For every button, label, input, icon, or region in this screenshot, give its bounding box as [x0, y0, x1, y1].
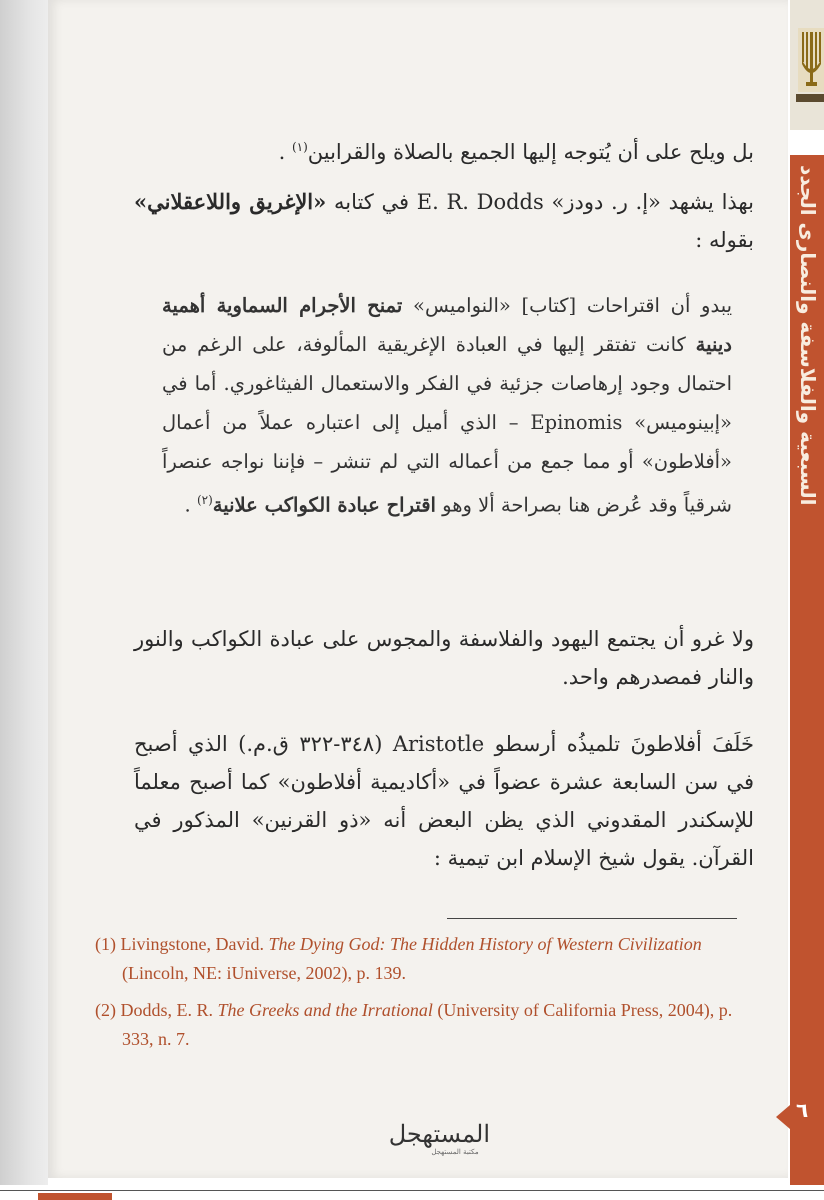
logo-subtext: مكتبة المستهجل	[431, 1148, 479, 1156]
footnote-1-number: (1)	[95, 934, 116, 954]
quote-end: .	[184, 493, 191, 517]
footnote-ref-2: (٢)	[196, 493, 213, 507]
quote-text-d: – الذي أميل إلى اعتباره عملاً من أعمال «أفلاطون» أو مما جمع من أعماله التي لم تنشر – فإننا نواجه عنصراً شرقياً وقد عُرض هنا بصراحة ألا وهو	[162, 411, 732, 517]
footnote-separator	[447, 918, 737, 919]
paragraph-1	[144, 128, 754, 171]
footnote-1-title: The Dying God: The Hidden History of Western Civilization	[268, 934, 702, 954]
paragraph-2	[134, 183, 754, 259]
footnote-2-author: Dodds, E. R.	[120, 1000, 214, 1020]
footnote-1	[95, 930, 745, 988]
paragraph-4-text-b: (٣٤٨-٣٢٢ ق.م.) الذي أصبح في سن السابعة عشرة عضواً في «أكاديمية أفلاطون» كما أصبح معلماً للإسكندر المقدوني الذي يظن البعض أنه «ذو القرنين» المذكور في القرآن. يقول شيخ الإسلام ابن تيمية :	[134, 732, 754, 870]
paragraph-2-text-a: بهذا يشهد «إ. ر. دودز»	[551, 190, 754, 214]
scan-background	[0, 0, 48, 1200]
footnotes	[95, 930, 745, 1062]
quote-bold-1: تمنح الأجرام السماوية أهمية دينية	[162, 294, 732, 356]
footnote-ref-1: (١)	[291, 140, 308, 154]
running-title: السبعية والفلاسفة والنصارى الجدد	[796, 165, 820, 506]
author-name-latin: E. R. Dodds	[416, 190, 544, 214]
footnote-1-author: Livingstone, David.	[120, 934, 264, 954]
book-title: «الإغريق واللاعقلاني»	[134, 189, 327, 214]
epinomis-latin: Epinomis	[530, 411, 623, 434]
footnote-2-publication: (University of California Press, 2004), p. 333, n. 7.	[122, 1000, 733, 1049]
block-quote	[162, 286, 732, 525]
footnote-2	[95, 996, 745, 1054]
footnote-2-number: (2)	[95, 1000, 116, 1020]
bottom-rule	[0, 1190, 824, 1191]
bottom-accent-bar	[38, 1193, 112, 1200]
logo-text: المستهجل	[388, 1120, 490, 1148]
paragraph-2-text-c: بقوله :	[695, 228, 754, 252]
paragraph-4-text-a: خَلَفَ أفلاطونَ تلميذُه أرسطو	[494, 732, 754, 756]
footnote-2-title: The Greeks and the Irrational	[217, 1000, 433, 1020]
quote-text-a: يبدو أن اقتراحات [كتاب] «النواميس»	[413, 294, 732, 317]
quote-text-c: كانت تفتقر إليها في العبادة الإغريقية المألوفة، على الرغم من احتمال وجود إرهاصات جزئية في الفكر والاستعمال الفيثاغوري. أما في «إبينوميس»	[162, 333, 732, 434]
page-bottom-margin	[0, 1185, 824, 1200]
quote-bold-2: اقتراح عبادة الكواكب علانية	[212, 493, 436, 517]
paragraph-4	[134, 725, 754, 877]
paragraph-3: ولا غرو أن يجتمع اليهود والفلاسفة والمجوس على عبادة الكواكب والنور والنار فمصدرهم واحد.	[134, 627, 754, 689]
page-number: ٦	[796, 1098, 809, 1122]
paragraph-1-end: .	[278, 140, 286, 164]
paragraph-2-text-b: في كتابه	[333, 190, 410, 214]
footnote-1-publication: (Lincoln, NE: iUniverse, 2002), p. 139.	[122, 963, 406, 983]
paragraph-1-text: بل ويلح على أن يُتوجه إليها الجميع بالصلاة والقرابين	[307, 140, 754, 164]
aristotle-latin: Aristotle	[392, 732, 485, 756]
menorah-icon	[796, 20, 824, 110]
watermark-logo	[388, 1120, 490, 1180]
page-number-marker	[776, 1105, 790, 1129]
